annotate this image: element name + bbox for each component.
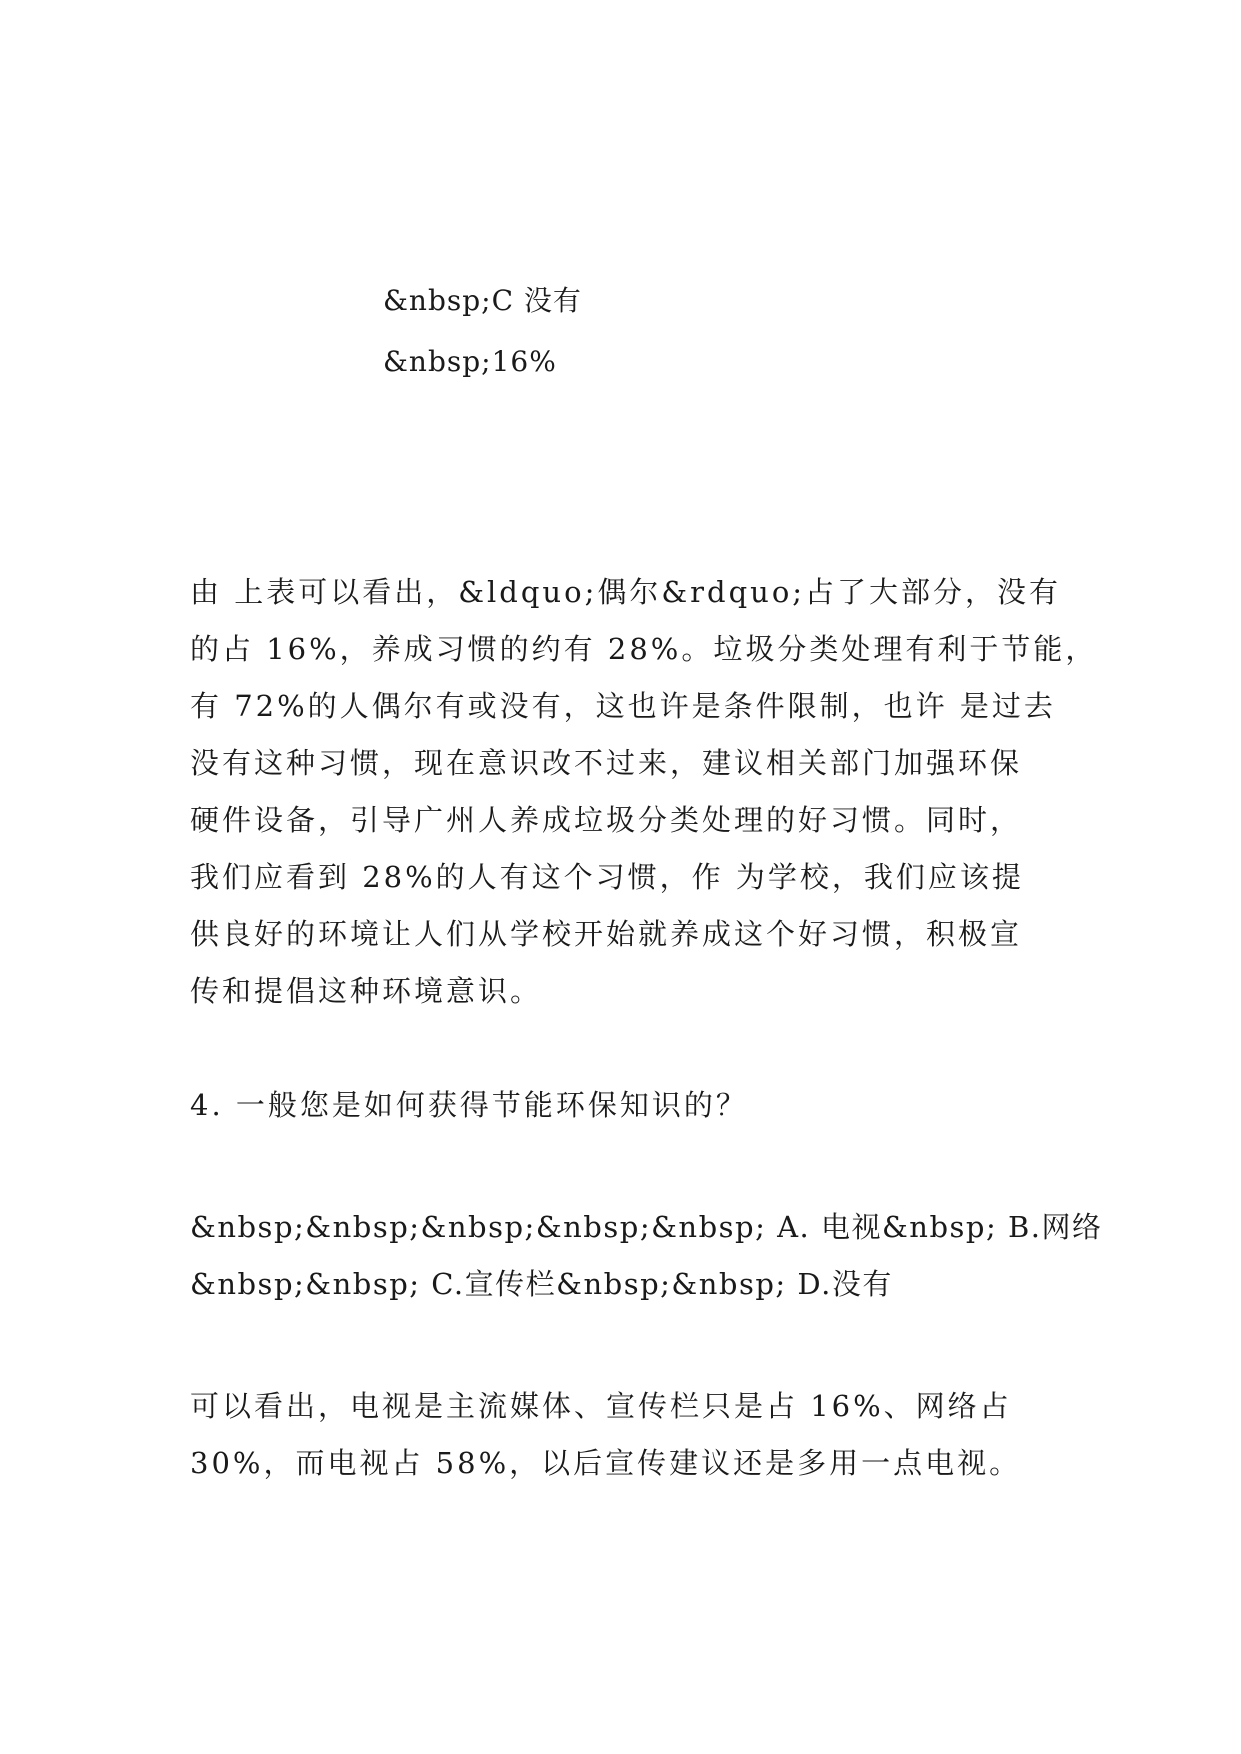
options-line: &nbsp;&nbsp;&nbsp;&nbsp;&nbsp; A. 电视&nbsp; B.网络 — [190, 1210, 1103, 1244]
paragraph-line: 的占 16%，养成习惯的约有 28%。垃圾分类处理有利于节能， — [190, 632, 1098, 666]
paragraph-line: 供良好的环境让人们从学校开始就养成这个好习惯，积极宣 — [190, 917, 1023, 951]
paragraph-line: 传和提倡这种环境意识。 — [190, 974, 543, 1008]
paragraph-line: 30%，而电视占 58%，以后宣传建议还是多用一点电视。 — [190, 1446, 1022, 1480]
paragraph-line: 可以看出，电视是主流媒体、宣传栏只是占 16%、网络占 — [190, 1389, 1012, 1423]
paragraph-line: 硬件设备，引导广州人养成垃圾分类处理的好习惯。同时， — [190, 803, 1023, 837]
options-line: &nbsp;&nbsp; C.宣传栏&nbsp;&nbsp; D.没有 — [190, 1267, 893, 1301]
paragraph-line: 我们应看到 28%的人有这个习惯，作 为学校，我们应该提 — [190, 860, 1024, 894]
table-option-percent: &nbsp;16% — [383, 345, 557, 378]
question-heading: 4. 一般您是如何获得节能环保知识的？ — [190, 1088, 748, 1122]
paragraph-line: 有 72%的人偶尔有或没有，这也许是条件限制，也许 是过去 — [190, 689, 1056, 723]
table-option-label: &nbsp;C 没有 — [383, 284, 582, 317]
paragraph-line: 没有这种习惯，现在意识改不过来，建议相关部门加强环保 — [190, 746, 1023, 780]
paragraph-line: 由 上表可以看出，&ldquo;偶尔&rdquo;占了大部分，没有 — [190, 575, 1062, 609]
